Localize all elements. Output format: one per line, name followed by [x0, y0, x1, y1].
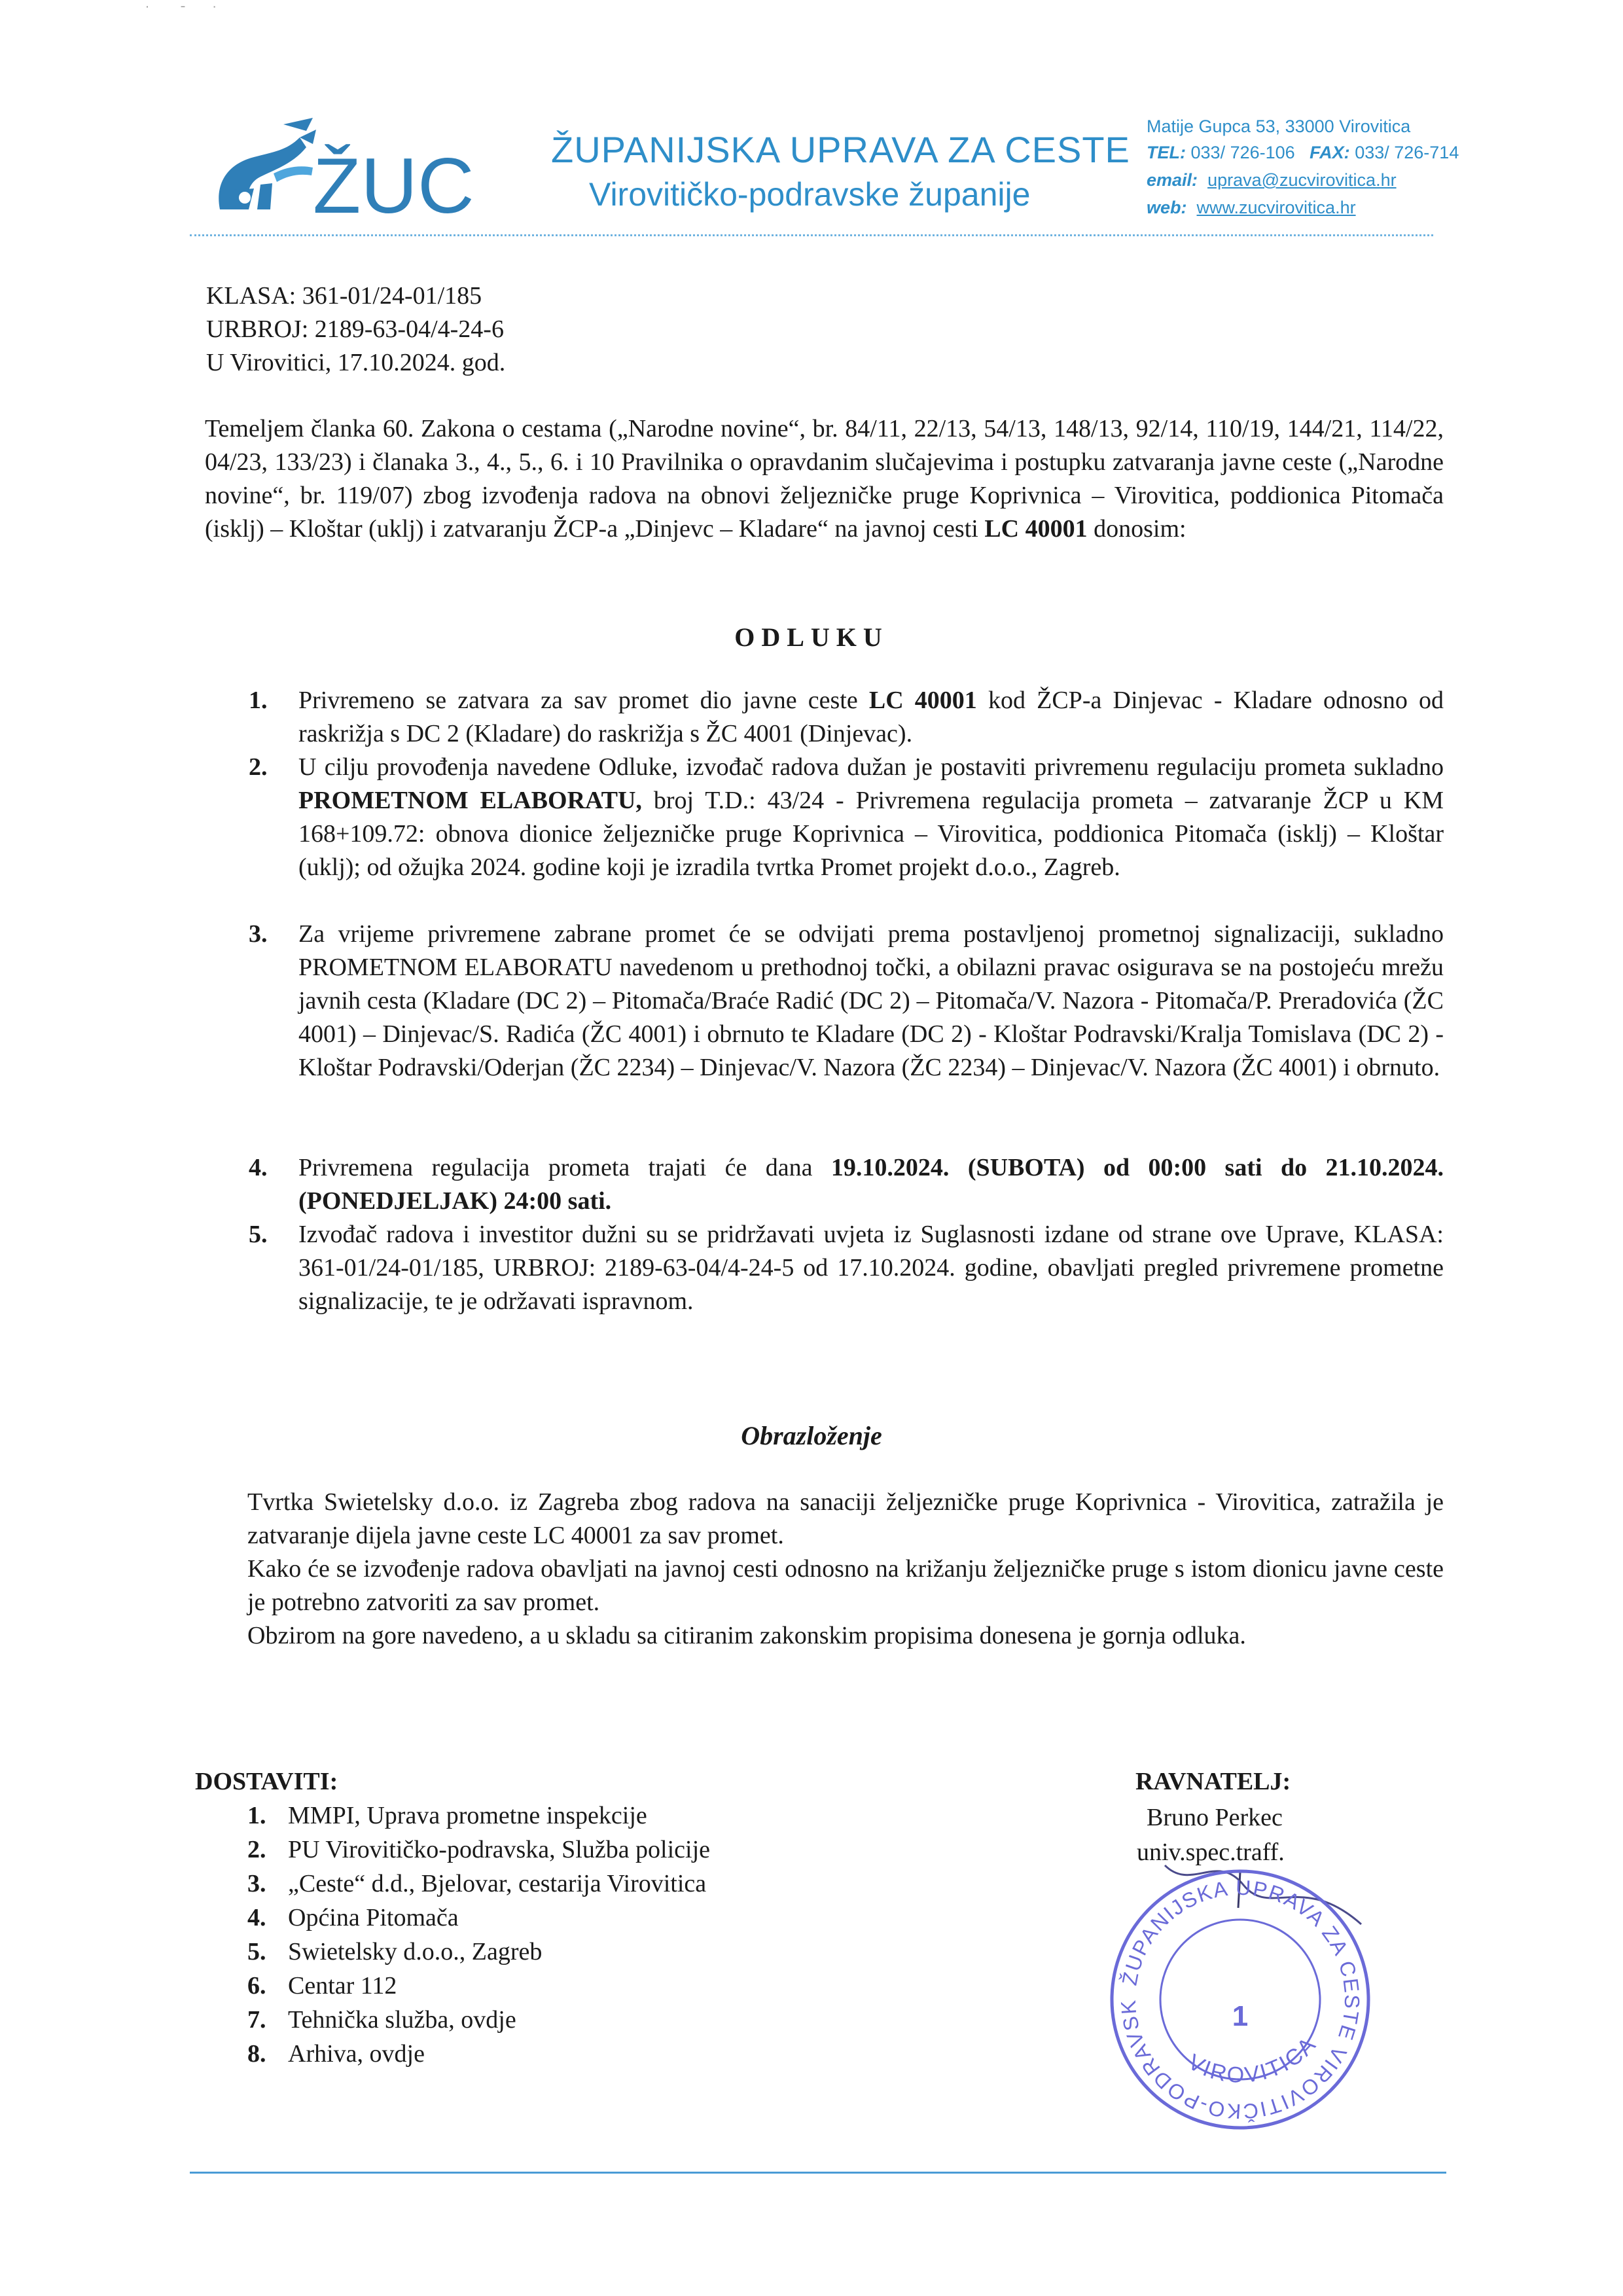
org-email: [1147, 170, 1397, 190]
item-bold: PROMETNOM ELABORATU,: [298, 787, 642, 814]
item-number: 5.: [249, 1221, 268, 1248]
intro-road: LC 40001: [984, 515, 1088, 543]
tel-value: 033/ 726-106: [1190, 143, 1295, 162]
delivery-item: [247, 1835, 710, 1864]
director-name: Bruno Perkec: [1147, 1804, 1283, 1831]
decision-item-2: [249, 751, 1444, 884]
delivery-text: Tehnička služba, ovdje: [288, 2006, 516, 2034]
item-bold: 19.10.2024. (SUBOTA) od 00:00 sati do 21.10.2024. (PONEDJELJAK) 24:00 sati.: [298, 1154, 1444, 1215]
delivery-number: 6.: [247, 1972, 266, 2000]
stamp-text: ŽUPANIJSKA UPRAVA ZA CESTE VIROVITIČKO-PODRAVSK: [1116, 1875, 1364, 2124]
delivery-text: Swietelsky d.o.o., Zagreb: [288, 1938, 543, 1965]
reasoning-paragraph-2: Kako će se izvođenje radova obavljati na javnoj cesti odnosno na križanju željezničke pruge s istom dionicu javne ceste je potrebno zatvoriti za sav promet.: [247, 1555, 1444, 1616]
delivery-number: 1.: [247, 1802, 266, 1829]
item-number: 4.: [249, 1154, 268, 1181]
zuc-logo: [208, 111, 516, 236]
reasoning-title: Obrazloženje: [741, 1421, 882, 1450]
item-number: 2.: [249, 753, 268, 781]
decision-item-4: [249, 1151, 1444, 1218]
org-web: [1147, 198, 1356, 218]
item-text: Za vrijeme privremene zabrane promet će se odvijati prema postavljenoj prometnoj signalizaciji, sukladno PROMETNOM ELABORATU navedenom u prethodnoj točki, a obilazni pravac osigurava se na postojeću mrežu javnih cesta (Kladare (DC 2) – Pitomača/Braće Radić (DC 2) – Pitomača/V. Nazora - Pitomača/P. Preradovića (ŽC 4001) – Dinjevac/S. Radića (ŽC 4001) i obrnuto te Kladare (DC 2) - Kloštar Podravski/Kralja Tomislava (DC 2) - Kloštar Podravski/Oderjan (ŽC 2234) – Dinjevac/V. Nazora (ŽC 2234) – Dinjevac/V. Nazora (ŽC 4001) i obrnuto.: [298, 920, 1444, 1081]
item-number: 3.: [249, 920, 268, 948]
intro-text-2: donosim:: [1087, 515, 1186, 543]
org-address: Matije Gupca 53, 33000 Virovitica: [1147, 117, 1411, 136]
footer-divider: [190, 2172, 1446, 2174]
web-link[interactable]: www.zucvirovitica.hr: [1196, 198, 1356, 217]
item-text: Privremeno se zatvara za sav promet dio javne ceste: [298, 687, 869, 714]
delivery-text: Općina Pitomača: [288, 1904, 459, 1931]
header-divider: [190, 234, 1433, 236]
org-name-line1: ŽUPANIJSKA UPRAVA ZA CESTE: [551, 129, 1130, 170]
reasoning-paragraph-3: Obzirom na gore navedeno, a u skladu sa citiranim zakonskim propisima donesena je gornja odluka.: [247, 1622, 1246, 1649]
org-name-line2: Virovitičko-podravske županije: [589, 176, 1031, 213]
delivery-item: [247, 1937, 542, 1966]
stamp-city: VIROVITICA: [1184, 2031, 1322, 2089]
item-number: 1.: [249, 687, 268, 714]
delivery-number: 3.: [247, 1870, 266, 1897]
decision-title: ODLUKU: [734, 622, 889, 652]
delivery-item: [247, 2005, 516, 2034]
stamp-number: 1: [1232, 2000, 1249, 2032]
delivery-text: Arhiva, ovdje: [288, 2040, 425, 2068]
intro-text-1: Temeljem članka 60. Zakona o cestama („Narodne novine“, br. 84/11, 22/13, 54/13, 148/13, 92/14, 110/19, 144/21, 114/22, 04/23, 133/23) i članaka 3., 4., 5., 6. i 10 Pravilnika o opravdanim slučajevima i postupku zatvaranja javne ceste („Narodne novine“, br. 119/07) zbog izvođenja radova na obnovi željezničke pruge Koprivnica – Virovitica, poddionica Pitomača (isklj) – Kloštar (uklj) i zatvaranju ŽCP-a „Dinjevc – Kladare“ na javnoj cesti: [205, 415, 1444, 543]
delivery-text: MMPI, Uprava prometne inspekcije: [288, 1802, 647, 1829]
item-text: Izvođač radova i investitor dužni su se pridržavati uvjeta iz Suglasnosti izdane od strane ove Uprave, KLASA: 361-01/24-01/185, URBROJ: 2189-63-04/4-24-5 od 17.10.2024. godine, obavljati pregled privremene prometne signalizacije, te je održavati ispravnom.: [298, 1221, 1444, 1315]
klasa: KLASA: 361-01/24-01/185: [206, 282, 482, 310]
item-text: kod ŽCP-a Dinjevac - Kladare odnosno od raskrižja s DC 2 (Kladare) do raskrižja s ŽC 4001 (Dinjevac).: [298, 687, 1444, 747]
delivery-item: [247, 1903, 459, 1932]
item-text: U cilju provođenja navedene Odluke, izvođač radova dužan je postaviti privremenu regulaciju prometa sukladno: [298, 753, 1444, 781]
delivery-text: „Ceste“ d.d., Bjelovar, cestarija Virovitica: [288, 1870, 707, 1897]
delivery-number: 8.: [247, 2040, 266, 2068]
delivery-item: [247, 1801, 647, 1830]
official-stamp: [1086, 1846, 1394, 2153]
director-title: RAVNATELJ:: [1135, 1768, 1291, 1795]
urbroj: URBROJ: 2189-63-04/4-24-6: [206, 315, 504, 343]
delivery-item: [247, 1971, 397, 2000]
email-link[interactable]: uprava@zucvirovitica.hr: [1207, 170, 1397, 190]
fax-label: FAX:: [1310, 143, 1350, 162]
place-date: U Virovitici, 17.10.2024. god.: [206, 349, 506, 376]
delivery-item: [247, 1869, 706, 1898]
fax-value: 033/ 726-714: [1355, 143, 1459, 162]
decision-item-3: [249, 918, 1444, 1085]
delivery-item: [247, 2039, 425, 2068]
decision-item-5: [249, 1218, 1444, 1318]
item-text: Privremena regulacija prometa trajati će dana: [298, 1154, 831, 1181]
delivery-text: Centar 112: [288, 1972, 397, 2000]
reasoning-paragraph-1: Tvrtka Swietelsky d.o.o. iz Zagreba zbog radova na sanaciji željezničke pruge Koprivnica - Virovitica, zatražila je zatvaranje dijela javne ceste LC 40001 za sav promet.: [247, 1488, 1444, 1549]
item-bold: LC 40001: [868, 687, 977, 714]
delivery-text: PU Virovitičko-podravska, Služba policije: [288, 1836, 711, 1863]
tel-label: TEL:: [1147, 143, 1186, 162]
delivery-number: 5.: [247, 1938, 266, 1965]
decision-item-1: [249, 684, 1444, 751]
delivery-number: 4.: [247, 1904, 266, 1931]
delivery-number: 7.: [247, 2006, 266, 2034]
delivery-number: 2.: [247, 1836, 266, 1863]
director-degree: univ.spec.traff.: [1137, 1839, 1285, 1866]
web-label: web:: [1147, 198, 1187, 217]
intro-paragraph: [205, 412, 1444, 546]
email-label: email:: [1147, 170, 1198, 190]
delivery-title: DOSTAVITI:: [195, 1768, 338, 1795]
org-phone-fax: [1147, 143, 1459, 163]
scan-marks: ˙ ˉ ˙: [144, 4, 218, 20]
item-text: broj T.D.: 43/24 - Privremena regulacija prometa – zatvaranje ŽCP u KM 168+109.72: obnova dionice željezničke pruge Koprivnica – Virovitica, poddionica Pitomača (isklj) – Kloštar (uklj); od ožujka 2024. godine koji je izradila tvrtka Promet projekt d.o.o., Zagreb.: [298, 787, 1444, 881]
logo-text: ŽUC: [313, 142, 474, 230]
